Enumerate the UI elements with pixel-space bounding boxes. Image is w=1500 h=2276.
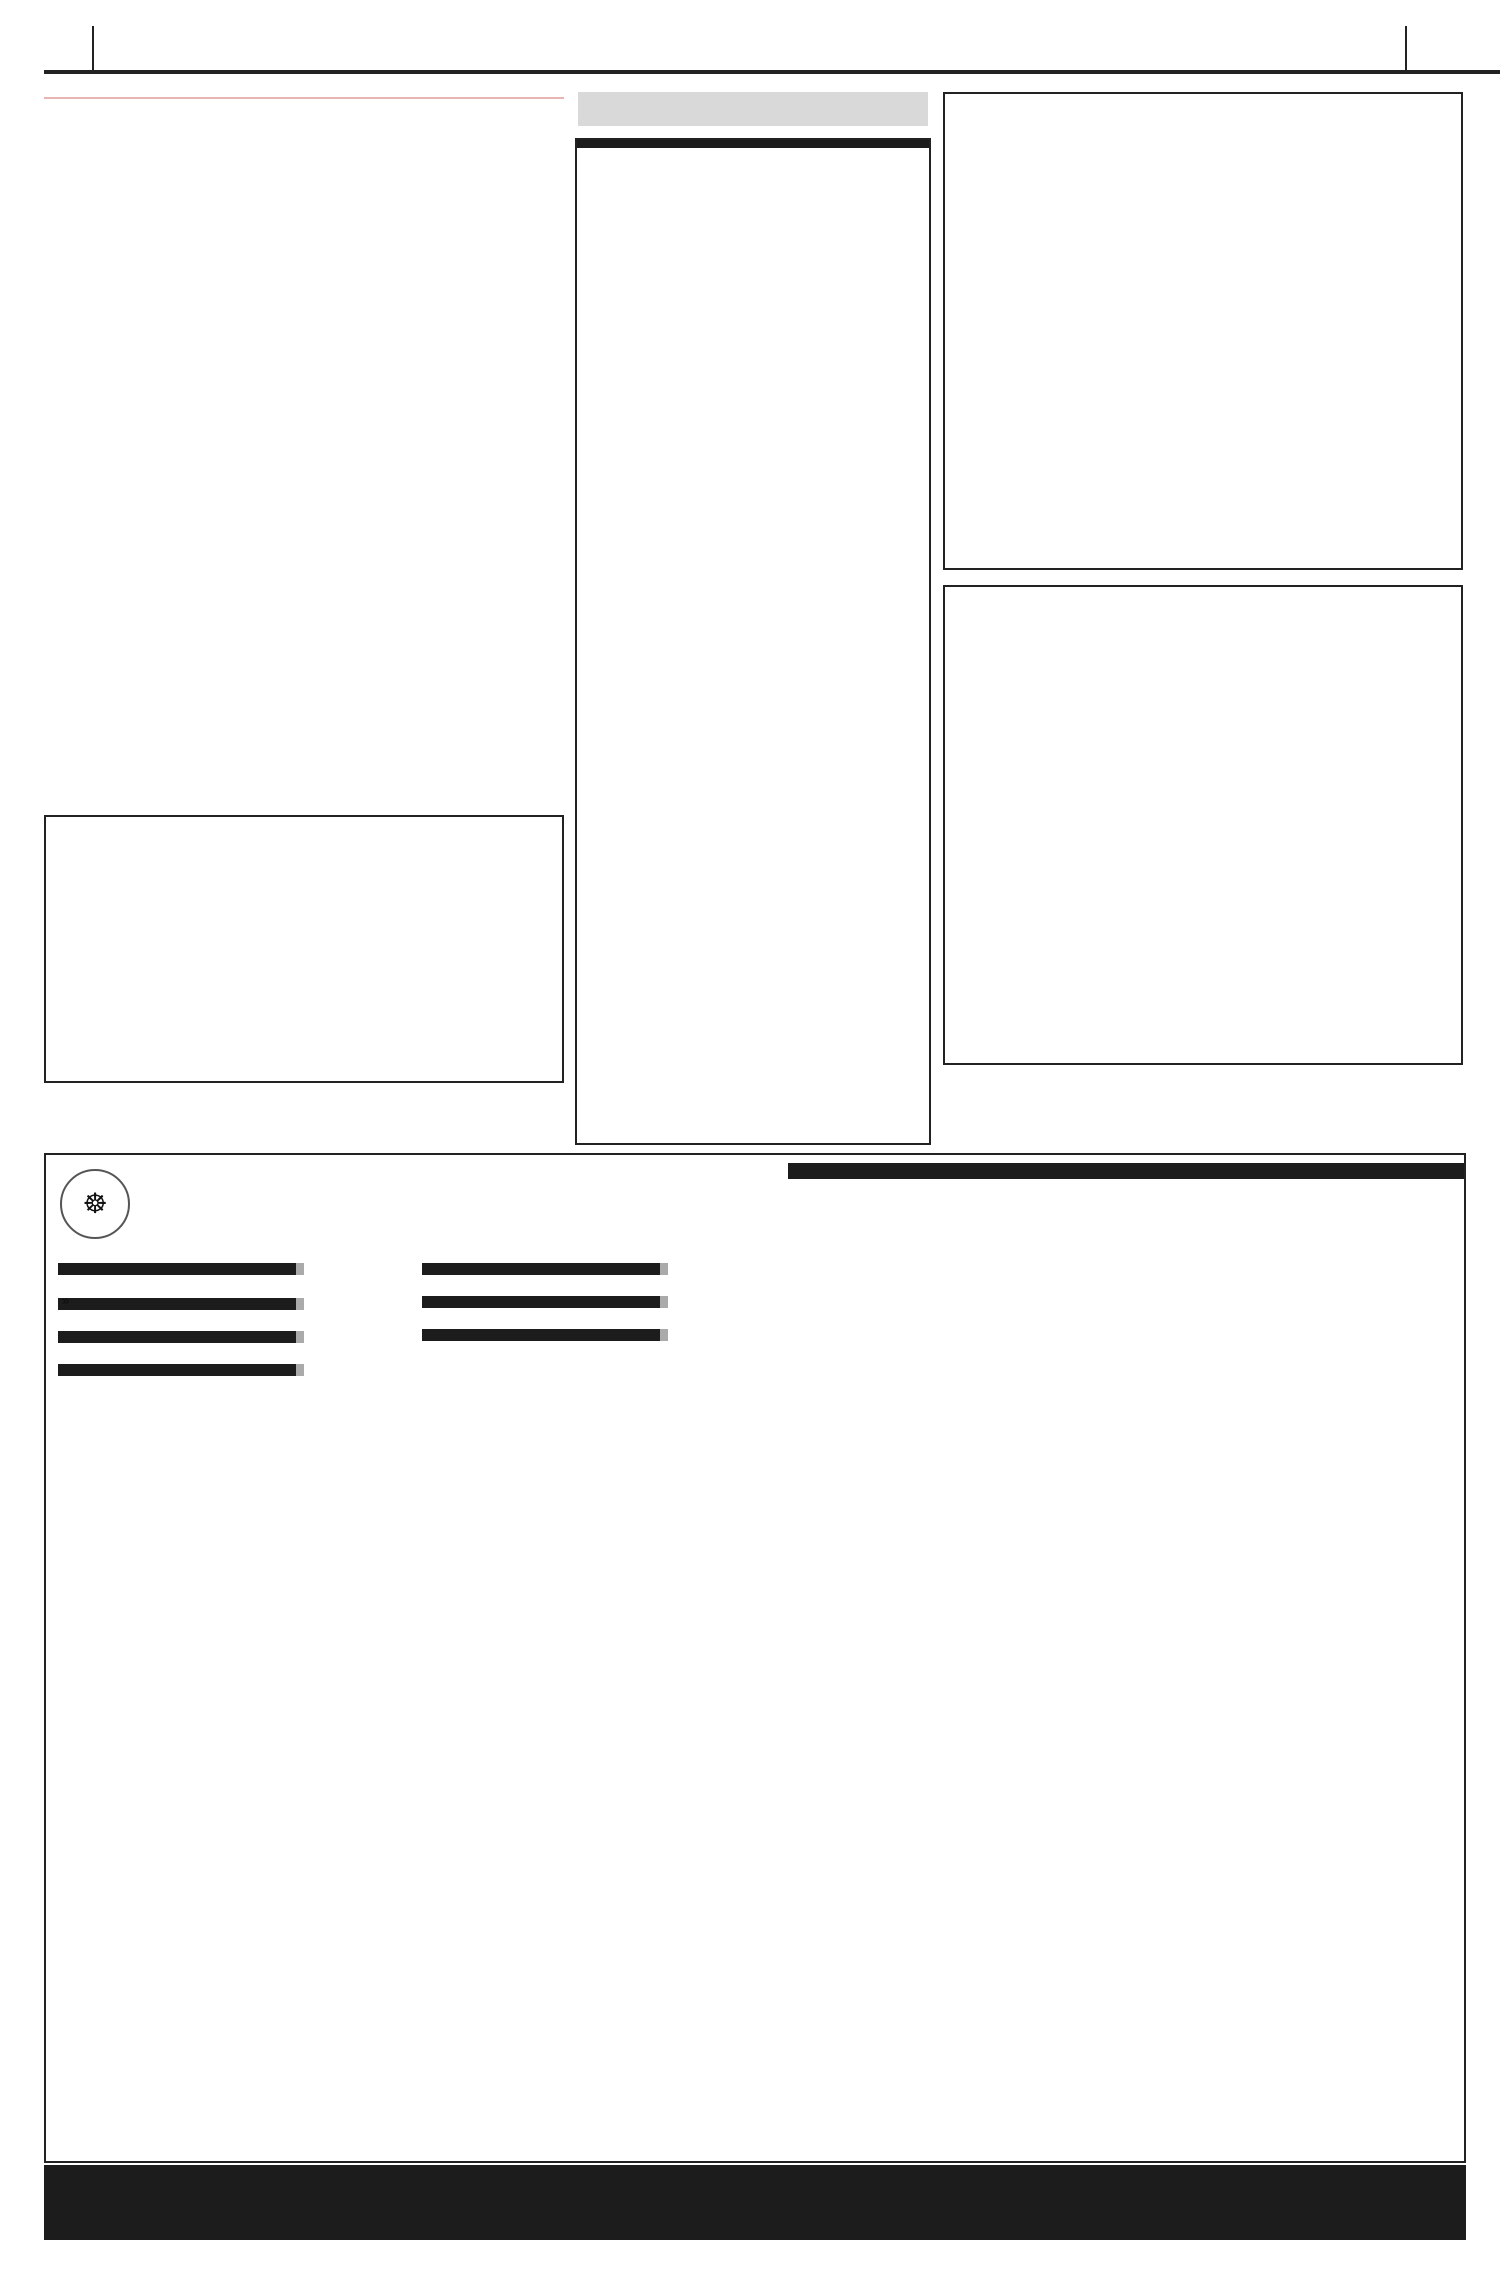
pmfby-right-column (422, 1255, 774, 1354)
section-heading (422, 1296, 668, 1308)
premium-table-panel (788, 1155, 1464, 2161)
premium-table-title (788, 1163, 1464, 1179)
page-number (1405, 26, 1460, 74)
pmfby-footer (44, 2165, 1466, 2240)
gray-placeholder-bar (578, 92, 928, 126)
section-heading (422, 1329, 668, 1341)
section-heading (58, 1263, 304, 1275)
ranpur-social-audit-notice (575, 138, 931, 1145)
section-heading (58, 1364, 304, 1376)
section-heading (58, 1298, 304, 1310)
odisha-emblem-icon: ☸ (60, 1169, 130, 1239)
pmfby-left-column (58, 1255, 410, 1389)
paper-logo (44, 26, 94, 74)
story-kicker (44, 85, 564, 99)
section-heading (58, 1331, 304, 1343)
deogarh-hearing-notice (943, 92, 1463, 570)
pmfby-info (46, 1155, 784, 2161)
section-heading (422, 1263, 668, 1275)
chess-story (44, 85, 564, 107)
football-story (44, 600, 564, 608)
pmfby-ad (44, 1153, 1466, 2163)
notice-title (577, 140, 929, 148)
eoi-notice (943, 585, 1463, 1065)
masthead (44, 26, 1500, 74)
boden-tender-notice (44, 815, 564, 1083)
